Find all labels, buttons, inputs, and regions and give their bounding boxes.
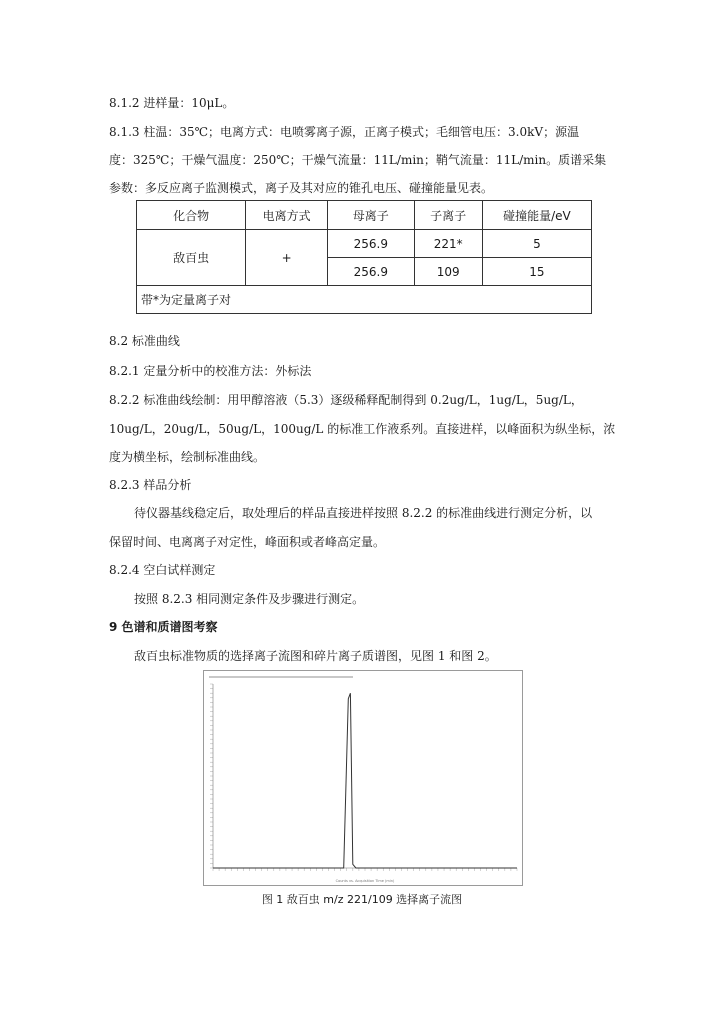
product-ion-cell: 221* — [414, 230, 482, 258]
text-line: 度为横坐标，绘制标准曲线。 — [109, 450, 266, 464]
table-header-row — [137, 201, 592, 230]
parent-ion-cell: 256.9 — [328, 230, 414, 258]
text-line: 8.1.3 柱温：35℃；电离方式：电喷雾离子源，正离子模式；毛细管电压：3.0kV；源温 — [109, 125, 580, 139]
parent-ion-cell: 256.9 — [328, 258, 414, 286]
text-line: 按照 8.2.3 相同测定条件及步骤进行测定。 — [134, 592, 365, 606]
table-header: 碰撞能量/eV — [482, 201, 591, 230]
ion-parameter-table — [136, 200, 592, 314]
text-line: 待仪器基线稳定后，取处理后的样品直接进样按照 8.2.2 的标准曲线进行测定分析，以 — [134, 506, 593, 520]
y-axis-ticks — [210, 684, 213, 868]
table-header: 母离子 — [328, 201, 414, 230]
compound-cell: 敌百虫 — [137, 230, 246, 286]
ionization-cell: + — [246, 230, 328, 286]
text-line: 参数：多反应离子监测模式，离子及其对应的锥孔电压、碰撞能量见表。 — [109, 181, 494, 195]
table-note-row — [137, 286, 592, 314]
section-heading: 8.2.4 空白试样测定 — [109, 563, 216, 577]
collision-energy-cell: 5 — [482, 230, 591, 258]
section-heading: 9 色谱和质谱图考察 — [109, 620, 218, 634]
collision-energy-cell: 15 — [482, 258, 591, 286]
x-axis-label: Counts vs. Acquisition Time (min) — [335, 879, 395, 883]
text-line: 8.2.1 定量分析中的校准方法：外标法 — [109, 364, 312, 378]
text-line: 保留时间、电离离子对定性，峰面积或者峰高定量。 — [109, 535, 386, 549]
table-header: 电离方式 — [246, 201, 328, 230]
table-note: 带*为定量离子对 — [137, 286, 592, 314]
section-heading: 8.2.3 样品分析 — [109, 478, 192, 492]
text-line: 度：325℃；干燥气温度：250℃；干燥气流量：11L/min；鞘气流量：11L/min。质谱采集 — [109, 153, 607, 167]
figure-caption: 图 1 敌百虫 m/z 221/109 选择离子流图 — [261, 893, 463, 906]
chart-frame — [204, 671, 523, 886]
text-line: 敌百虫标准物质的选择离子流图和碎片离子质谱图，见图 1 和图 2。 — [134, 649, 497, 663]
text-line: 8.2.2 标准曲线绘制：用甲醇溶液（5.3）逐级稀释配制得到 0.2ug/L，1ug/L，5ug/L， — [109, 393, 583, 407]
section-heading: 8.2 标准曲线 — [109, 334, 180, 348]
table-row — [137, 230, 592, 258]
text-line: 8.1.2 进样量：10μL。 — [109, 96, 235, 110]
product-ion-cell: 109 — [414, 258, 482, 286]
text-line: 10ug/L，20ug/L，50ug/L，100ug/L 的标准工作液系列。直接进样，以峰面积为纵坐标，浓 — [109, 422, 616, 436]
table-header: 子离子 — [414, 201, 482, 230]
ion-chromatogram-chart — [203, 670, 523, 886]
table-header: 化合物 — [137, 201, 246, 230]
